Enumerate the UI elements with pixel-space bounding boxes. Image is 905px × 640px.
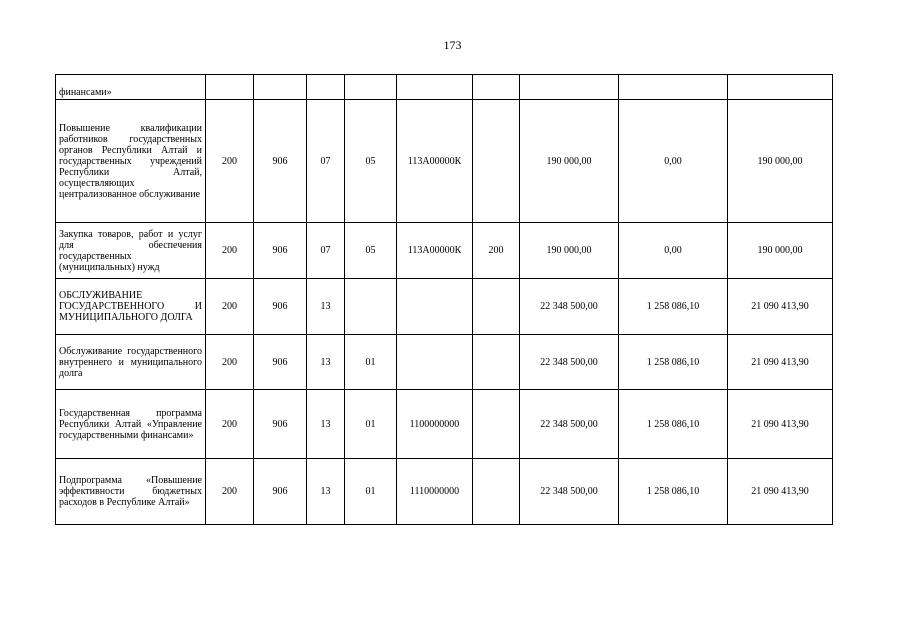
- section-cell: 07: [307, 223, 345, 279]
- row-name-cell: Обслуживание государственного внутреннего и муниципального долга: [56, 335, 206, 390]
- dept-cell: 906: [254, 459, 307, 525]
- plan-cell: [520, 75, 619, 100]
- table-row: [56, 459, 833, 525]
- plan-cell: 22 348 500,00: [520, 279, 619, 335]
- vr-cell: [473, 335, 520, 390]
- row-name-cell: Государственная программа Республики Алтай «Управление государственными финансами»: [56, 390, 206, 459]
- change-cell: 1 258 086,10: [619, 335, 728, 390]
- change-cell: 0,00: [619, 223, 728, 279]
- table-row: [56, 75, 833, 100]
- code-cell: [206, 75, 254, 100]
- table-row: [56, 100, 833, 223]
- change-cell: 1 258 086,10: [619, 390, 728, 459]
- vr-cell: 200: [473, 223, 520, 279]
- section-cell: 07: [307, 100, 345, 223]
- target-cell: 1110000000: [397, 459, 473, 525]
- plan-cell: 22 348 500,00: [520, 459, 619, 525]
- plan-cell: 22 348 500,00: [520, 390, 619, 459]
- change-cell: 1 258 086,10: [619, 459, 728, 525]
- dept-cell: 906: [254, 223, 307, 279]
- target-cell: 113А00000К: [397, 223, 473, 279]
- total-cell: 21 090 413,90: [728, 390, 833, 459]
- vr-cell: [473, 459, 520, 525]
- total-cell: 21 090 413,90: [728, 279, 833, 335]
- vr-cell: [473, 100, 520, 223]
- change-cell: [619, 75, 728, 100]
- row-name-cell: финансами»: [56, 75, 206, 100]
- section-cell: 13: [307, 390, 345, 459]
- code-cell: 200: [206, 390, 254, 459]
- table-row: [56, 223, 833, 279]
- table-row: [56, 390, 833, 459]
- vr-cell: [473, 390, 520, 459]
- plan-cell: 190 000,00: [520, 100, 619, 223]
- code-cell: 200: [206, 459, 254, 525]
- code-cell: 200: [206, 223, 254, 279]
- subsection-cell: 01: [345, 459, 397, 525]
- subsection-cell: 01: [345, 335, 397, 390]
- total-cell: 21 090 413,90: [728, 459, 833, 525]
- subsection-cell: 05: [345, 223, 397, 279]
- target-cell: 1100000000: [397, 390, 473, 459]
- subsection-cell: 01: [345, 390, 397, 459]
- total-cell: 190 000,00: [728, 223, 833, 279]
- dept-cell: 906: [254, 279, 307, 335]
- row-name-cell: Подпрограмма «Повышение эффективности бюджетных расходов в Республике Алтай»: [56, 459, 206, 525]
- budget-table: [55, 74, 833, 525]
- code-cell: 200: [206, 100, 254, 223]
- change-cell: 1 258 086,10: [619, 279, 728, 335]
- vr-cell: [473, 75, 520, 100]
- plan-cell: 190 000,00: [520, 223, 619, 279]
- row-name-cell: Повышение квалификации работников государственных органов Республики Алтай и государственных учреждений Республики Алтай, осуществляющих централизованное обслуживание: [56, 100, 206, 223]
- subsection-cell: [345, 279, 397, 335]
- total-cell: 190 000,00: [728, 100, 833, 223]
- target-cell: [397, 279, 473, 335]
- section-cell: 13: [307, 335, 345, 390]
- page-number: 173: [443, 38, 462, 52]
- target-cell: [397, 75, 473, 100]
- target-cell: [397, 335, 473, 390]
- section-cell: 13: [307, 459, 345, 525]
- code-cell: 200: [206, 335, 254, 390]
- table-row: [56, 279, 833, 335]
- row-name-cell: Закупка товаров, работ и услуг для обеспечения государственных (муниципальных) нужд: [56, 223, 206, 279]
- dept-cell: 906: [254, 390, 307, 459]
- dept-cell: 906: [254, 335, 307, 390]
- row-name-cell: ОБСЛУЖИВАНИЕ ГОСУДАРСТВЕННОГО И МУНИЦИПАЛЬНОГО ДОЛГА: [56, 279, 206, 335]
- dept-cell: 906: [254, 100, 307, 223]
- vr-cell: [473, 279, 520, 335]
- total-cell: 21 090 413,90: [728, 335, 833, 390]
- code-cell: 200: [206, 279, 254, 335]
- section-cell: 13: [307, 279, 345, 335]
- section-cell: [307, 75, 345, 100]
- plan-cell: 22 348 500,00: [520, 335, 619, 390]
- dept-cell: [254, 75, 307, 100]
- subsection-cell: [345, 75, 397, 100]
- subsection-cell: 05: [345, 100, 397, 223]
- target-cell: 113А00000К: [397, 100, 473, 223]
- change-cell: 0,00: [619, 100, 728, 223]
- table-row: [56, 335, 833, 390]
- total-cell: [728, 75, 833, 100]
